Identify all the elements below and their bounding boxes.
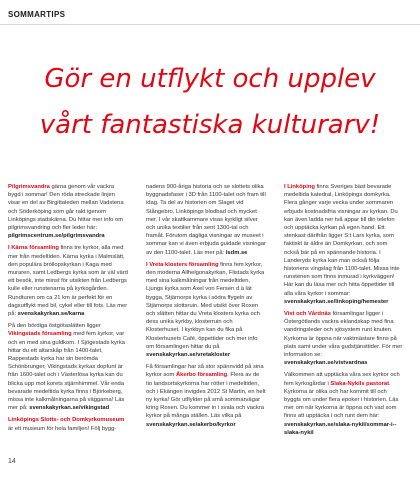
body-text: nadens 900-åriga historia och se slottets olika byggnadsfaser i 3D från 1100-talet och fram till idag. Ta del av historien om Slaget vid Stångebro, Linköpings blodbad och mycket mer. I vår skattkammare visas kyrkligt silver och unika textilier från sent 1300-tal och framåt. Förutom dagliga visningar av museet i sommar kan vi även erbjuda guidade visningar av den 1100-talet. Läs mer på: bbox=[146, 184, 266, 256]
body-text: finns tre kyrkor, alla med mer från medeltiden. Kärna kyrka i Malmslätt, den populära bröllopskyrkan i Kaga med muraren, samt Ledbergs kyrka som är väl värd ett besök, inte minst för utsikten från Ledbergs kulle eller runstenarna på kyrkogården. Rundturen om ca 21 km är perfekt för en dagsutflykt med bil, cykel eller till fots. Läs mer på: bbox=[8, 245, 128, 318]
body-text: Välkommen att upptäcka våra sex kyrkor och fem kyrkogårdar i bbox=[284, 372, 400, 387]
lead-vreta: I Vreta klosters församling bbox=[146, 261, 219, 268]
lead-slaka-nykil: Slaka-Nykils pastorat bbox=[330, 380, 390, 387]
body-text: med fem kyrkor, var och en med sina guldkorn. I Sjögestads kyrka hittar du ett altarskåp från 1400-talet, Rappestads kyrka har sin berömda Schönbrunger, Vikingstads kyrkas dopfunt är från 1600-talet och i Västerlösa kyrka kan du blicka upp mot korets stjärnhimmel. Vår enda bevarade medeltida kyrka finns i Björkeberg, missa inte kalkmålningarna på väggarna! Läs mer på: bbox=[8, 331, 125, 412]
paragraph-vist-vardnas bbox=[284, 310, 404, 367]
paragraph-linkoping bbox=[284, 183, 404, 306]
lead-karna: I Kärna församling bbox=[8, 245, 59, 252]
link-lsdm[interactable]: lsdm.se bbox=[225, 249, 248, 256]
lead-museum: Linköpings Slotts- och Domkyrkomuseum bbox=[8, 417, 125, 424]
lead-pilgrimsvandra: Pilgrimsvandra bbox=[8, 184, 50, 190]
link-vistvardnas[interactable]: svenskakyrkan.se/vistvardnas bbox=[284, 360, 368, 367]
paragraph-slaka-nykil bbox=[284, 371, 404, 437]
paragraph-museum bbox=[8, 416, 128, 432]
paragraph-vikingstad bbox=[8, 322, 128, 412]
text-column-3 bbox=[284, 183, 404, 441]
link-pilgrimscentrum[interactable]: pilgrimscentrum.se/pilgrimsvandra bbox=[8, 233, 105, 240]
link-vikingstad[interactable]: svenskakyrkan.se/vikingstad bbox=[29, 405, 110, 412]
body-text: gärna genom vår vackra bygd i sommar! Den röda streckade linjen visar en del av Birgittaleden mellan Vadstena och Söderköping som går rakt igenom Linköpings stadskärna. Du hittar mer info om pilgrimsvandring och fler leder här: bbox=[8, 184, 124, 232]
page-number: 14 bbox=[8, 458, 16, 465]
body-text: är ett museum för hela familjen! Följ bygg- bbox=[8, 425, 117, 432]
paragraph-pilgrimsvandra bbox=[8, 183, 128, 240]
link-vretakloster[interactable]: svenskakyrkan.se/vretakloster bbox=[146, 352, 231, 359]
link-akerbo[interactable]: svenskakyrkan.se/akerbo/kyrkor bbox=[146, 421, 236, 428]
lead-vist-vardnas: Vist och Vårdnäs bbox=[284, 311, 331, 318]
paragraph-akerbo bbox=[146, 363, 266, 429]
body-text: finns fem kyrkor, den moderna Allhelgonakyrkan, Flistads kyrka med sina kalkmålningar från medeltiden, Ljungs kyrka som Axel von Fersen d.ä lät bygga, Stjärnorps kyrka i södra ffygeln av Stjärnorps slottsruin. Med utsikt över Roxen och slätten hittar du Vreta klosters kyrka och dess unika kyrkby, klosterruin och Klosterhuset. I kyrkbyn kan du fika på Klosterhusets Café, öppettider och mer info om församlingen hittar du på bbox=[146, 261, 265, 350]
paragraph-karna bbox=[8, 244, 128, 318]
link-karna[interactable]: svenskakyrkan.se/karna bbox=[17, 311, 85, 318]
body-text: församlingar ligger i Östergötlands vackra eklandskap med fina vandringsleder och sjösystem runt knuten. Kyrkorna är öppna när vaktmästare finns på plats samt under våra gudstjänsttider. För mer information se: bbox=[284, 311, 403, 359]
section-divider bbox=[0, 24, 420, 25]
headline-line-1: Gör en utflykt och upplev bbox=[44, 64, 376, 94]
text-column-1 bbox=[8, 183, 128, 437]
section-label: SOMMARTIPS bbox=[8, 10, 66, 19]
link-linkoping[interactable]: svenskakyrkan.se/linkoping/hemester bbox=[284, 298, 389, 305]
body-text: På den bördiga östgötaslätten ligger bbox=[8, 323, 101, 330]
link-slaka-nykil[interactable]: svenskakyrkan.se/slaka-nykil/sommar-i--slaka-nykil bbox=[284, 421, 397, 436]
lead-linkoping: I Linköping bbox=[284, 184, 315, 190]
body-text: Få församlingar har så stor spännvidd på sina kyrkor som bbox=[146, 364, 264, 379]
body-text: finns Sveriges bäst bevarade medeltida katedral, Linköpings domkyrka. Flera gånger varje vecka under sommaren erbjuds kostnadsfria visningar av kyrkan. Du kan även ladda ner två appar till din telefon och upptäcka kyrkan på egen hand. Ett stenkast därifrån ligger S:t Lars kyrka, som faktiskt är äldre än Domkyrkan, och som också bär på en spännande historia. I Landeryds kyrka kan man också följa historiens vingslag från 1100-talet. Missa inte runstenen som finns inmurad i kyrkväggen! Här kan du läsa mer och hitta öppettider till alla våra kyrkor i sommar: bbox=[284, 184, 400, 297]
lead-akerbo: Åkerbo församling bbox=[175, 372, 228, 379]
lead-vikingstad: Vikingstads församling bbox=[8, 331, 72, 338]
text-column-2 bbox=[146, 183, 266, 433]
headline-line-2: vårt fantastiska kulturarv! bbox=[39, 110, 381, 140]
paragraph-vreta bbox=[146, 261, 266, 359]
body-text: . Flera av de tio landsortskyrkorna har rötter i medeltiden, och i Ekängen invigdes 2012 St Martin, en helt ny kyrka! Gör utflykter på små sommarvägar kring Roxen. Du kommer in i svala och vackra kyrkor på många ställen. Läs vilka på bbox=[146, 372, 266, 420]
body-text: . Kyrkorna är olika och har kommit till och byggts om under flera epoker i historien. Läs mer om när kyrkorna är öppna och vad som finns att upptäcka i och runt dem här: bbox=[284, 380, 399, 420]
paragraph-museum-cont bbox=[146, 183, 266, 257]
